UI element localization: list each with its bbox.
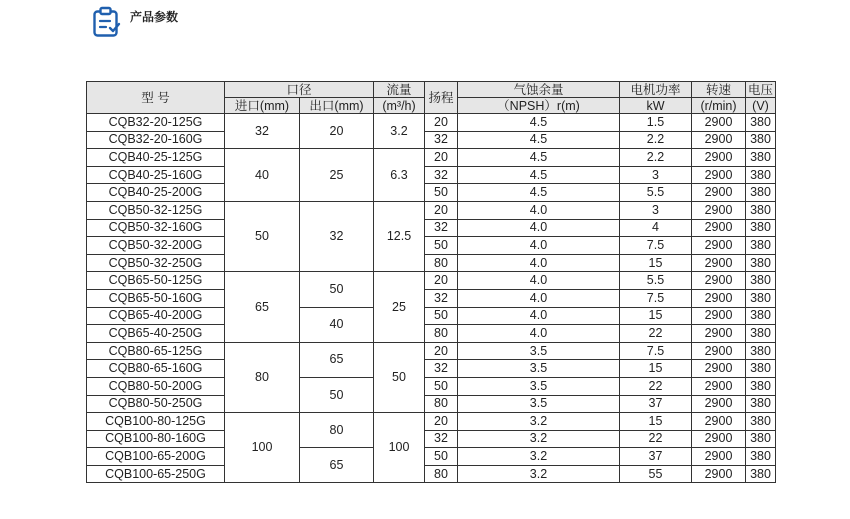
cell-model: CQB80-65-125G: [87, 342, 225, 360]
cell-npsh: 4.5: [458, 166, 620, 184]
header-head: 扬程: [425, 82, 458, 114]
header-speed-unit: (r/min): [692, 98, 746, 114]
header-caliber: 口径: [225, 82, 374, 98]
header-speed: 转速: [692, 82, 746, 98]
table-row: [87, 448, 776, 466]
table-row: [87, 166, 776, 184]
cell-voltage: 380: [746, 131, 776, 149]
cell-power: 1.5: [620, 114, 692, 132]
cell-model: CQB100-80-160G: [87, 430, 225, 448]
cell-flow: 6.3: [374, 149, 425, 202]
cell-head: 80: [425, 395, 458, 413]
cell-power: 15: [620, 360, 692, 378]
cell-head: 32: [425, 430, 458, 448]
cell-npsh: 3.2: [458, 465, 620, 483]
cell-speed: 2900: [692, 254, 746, 272]
cell-inlet: 65: [225, 272, 300, 342]
cell-head: 50: [425, 237, 458, 255]
cell-model: CQB50-32-125G: [87, 201, 225, 219]
cell-inlet: 32: [225, 114, 300, 149]
section-header: [92, 6, 178, 38]
cell-voltage: 380: [746, 448, 776, 466]
cell-speed: 2900: [692, 465, 746, 483]
cell-npsh: 3.5: [458, 395, 620, 413]
cell-power: 37: [620, 395, 692, 413]
cell-outlet: 50: [300, 272, 374, 307]
cell-head: 32: [425, 166, 458, 184]
header-voltage-unit: (V): [746, 98, 776, 114]
cell-power: 22: [620, 430, 692, 448]
cell-model: CQB80-50-200G: [87, 377, 225, 395]
cell-npsh: 4.0: [458, 219, 620, 237]
cell-head: 20: [425, 114, 458, 132]
table-row: [87, 360, 776, 378]
cell-model: CQB65-50-160G: [87, 289, 225, 307]
cell-model: CQB100-65-200G: [87, 448, 225, 466]
cell-voltage: 380: [746, 201, 776, 219]
cell-power: 3: [620, 201, 692, 219]
cell-inlet: 100: [225, 413, 300, 483]
cell-flow: 100: [374, 413, 425, 483]
cell-model: CQB65-40-250G: [87, 325, 225, 343]
table-row: [87, 377, 776, 395]
cell-npsh: 4.5: [458, 114, 620, 132]
cell-npsh: 3.2: [458, 430, 620, 448]
cell-speed: 2900: [692, 114, 746, 132]
table-row: [87, 272, 776, 290]
cell-speed: 2900: [692, 325, 746, 343]
cell-npsh: 3.2: [458, 448, 620, 466]
table-row: [87, 342, 776, 360]
table-row: [87, 254, 776, 272]
cell-power: 2.2: [620, 149, 692, 167]
cell-speed: 2900: [692, 149, 746, 167]
table-row: [87, 201, 776, 219]
header-flow-unit: (m³/h): [374, 98, 425, 114]
cell-model: CQB50-32-200G: [87, 237, 225, 255]
cell-head: 20: [425, 413, 458, 431]
cell-voltage: 380: [746, 114, 776, 132]
header-inlet: 进口(mm): [225, 98, 300, 114]
cell-model: CQB100-80-125G: [87, 413, 225, 431]
cell-head: 80: [425, 325, 458, 343]
cell-power: 37: [620, 448, 692, 466]
cell-voltage: 380: [746, 166, 776, 184]
table-row: [87, 430, 776, 448]
cell-outlet: 32: [300, 201, 374, 271]
cell-head: 32: [425, 219, 458, 237]
cell-power: 5.5: [620, 272, 692, 290]
cell-speed: 2900: [692, 166, 746, 184]
cell-voltage: 380: [746, 377, 776, 395]
cell-voltage: 380: [746, 219, 776, 237]
header-power-unit: kW: [620, 98, 692, 114]
cell-inlet: 80: [225, 342, 300, 412]
cell-head: 80: [425, 254, 458, 272]
cell-speed: 2900: [692, 272, 746, 290]
header-npsh: 气蚀余量: [458, 82, 620, 98]
cell-npsh: 4.0: [458, 289, 620, 307]
cell-outlet: 65: [300, 342, 374, 377]
cell-power: 55: [620, 465, 692, 483]
table-header-row: [87, 82, 776, 98]
cell-head: 20: [425, 149, 458, 167]
cell-voltage: 380: [746, 237, 776, 255]
cell-speed: 2900: [692, 377, 746, 395]
cell-voltage: 380: [746, 430, 776, 448]
cell-power: 15: [620, 413, 692, 431]
cell-npsh: 4.0: [458, 307, 620, 325]
clipboard-icon: [92, 6, 122, 38]
cell-npsh: 4.5: [458, 184, 620, 202]
table-row: [87, 131, 776, 149]
cell-speed: 2900: [692, 289, 746, 307]
table-row: [87, 114, 776, 132]
cell-power: 7.5: [620, 237, 692, 255]
cell-power: 5.5: [620, 184, 692, 202]
cell-model: CQB80-50-250G: [87, 395, 225, 413]
cell-head: 50: [425, 377, 458, 395]
cell-head: 50: [425, 184, 458, 202]
cell-flow: 3.2: [374, 114, 425, 149]
cell-speed: 2900: [692, 430, 746, 448]
table-row: [87, 219, 776, 237]
table-row: [87, 395, 776, 413]
cell-voltage: 380: [746, 184, 776, 202]
table-row: [87, 184, 776, 202]
cell-power: 7.5: [620, 289, 692, 307]
cell-voltage: 380: [746, 307, 776, 325]
cell-head: 32: [425, 360, 458, 378]
cell-model: CQB32-20-125G: [87, 114, 225, 132]
header-outlet: 出口(mm): [300, 98, 374, 114]
cell-speed: 2900: [692, 307, 746, 325]
cell-head: 50: [425, 448, 458, 466]
cell-model: CQB40-25-200G: [87, 184, 225, 202]
cell-speed: 2900: [692, 395, 746, 413]
cell-speed: 2900: [692, 201, 746, 219]
cell-npsh: 4.0: [458, 201, 620, 219]
cell-npsh: 3.5: [458, 342, 620, 360]
cell-model: CQB65-40-200G: [87, 307, 225, 325]
cell-model: CQB65-50-125G: [87, 272, 225, 290]
cell-speed: 2900: [692, 342, 746, 360]
cell-voltage: 380: [746, 413, 776, 431]
cell-outlet: 80: [300, 413, 374, 448]
header-model: 型 号: [87, 82, 225, 114]
cell-speed: 2900: [692, 237, 746, 255]
cell-power: 3: [620, 166, 692, 184]
table-row: [87, 289, 776, 307]
cell-npsh: 4.5: [458, 131, 620, 149]
cell-power: 15: [620, 254, 692, 272]
cell-head: 32: [425, 131, 458, 149]
cell-speed: 2900: [692, 219, 746, 237]
header-flow: 流量: [374, 82, 425, 98]
table-row: [87, 307, 776, 325]
cell-npsh: 4.5: [458, 149, 620, 167]
cell-voltage: 380: [746, 289, 776, 307]
cell-head: 50: [425, 307, 458, 325]
cell-head: 20: [425, 201, 458, 219]
cell-model: CQB50-32-160G: [87, 219, 225, 237]
cell-inlet: 40: [225, 149, 300, 202]
cell-speed: 2900: [692, 360, 746, 378]
table-row: [87, 465, 776, 483]
table-row: [87, 149, 776, 167]
cell-flow: 50: [374, 342, 425, 412]
cell-model: CQB32-20-160G: [87, 131, 225, 149]
header-power: 电机功率: [620, 82, 692, 98]
cell-model: CQB40-25-125G: [87, 149, 225, 167]
cell-power: 7.5: [620, 342, 692, 360]
cell-npsh: 4.0: [458, 272, 620, 290]
cell-npsh: 3.5: [458, 377, 620, 395]
cell-outlet: 65: [300, 448, 374, 483]
cell-inlet: 50: [225, 201, 300, 271]
cell-power: 22: [620, 325, 692, 343]
cell-voltage: 380: [746, 465, 776, 483]
cell-voltage: 380: [746, 360, 776, 378]
cell-model: CQB40-25-160G: [87, 166, 225, 184]
cell-voltage: 380: [746, 149, 776, 167]
cell-model: CQB80-65-160G: [87, 360, 225, 378]
cell-head: 32: [425, 289, 458, 307]
cell-outlet: 20: [300, 114, 374, 149]
section-title: 产品参数: [130, 9, 179, 24]
cell-outlet: 50: [300, 377, 374, 412]
cell-head: 80: [425, 465, 458, 483]
cell-power: 15: [620, 307, 692, 325]
cell-power: 22: [620, 377, 692, 395]
cell-speed: 2900: [692, 413, 746, 431]
cell-npsh: 3.5: [458, 360, 620, 378]
cell-npsh: 4.0: [458, 237, 620, 255]
cell-npsh: 4.0: [458, 254, 620, 272]
table-row: [87, 413, 776, 431]
cell-speed: 2900: [692, 448, 746, 466]
product-spec-table: [86, 81, 776, 483]
cell-outlet: 40: [300, 307, 374, 342]
cell-speed: 2900: [692, 184, 746, 202]
cell-flow: 25: [374, 272, 425, 342]
table-row: [87, 325, 776, 343]
cell-voltage: 380: [746, 272, 776, 290]
cell-power: 2.2: [620, 131, 692, 149]
cell-outlet: 25: [300, 149, 374, 202]
table-row: [87, 237, 776, 255]
cell-power: 4: [620, 219, 692, 237]
header-voltage: 电压: [746, 82, 776, 98]
cell-head: 20: [425, 272, 458, 290]
cell-voltage: 380: [746, 325, 776, 343]
cell-voltage: 380: [746, 254, 776, 272]
header-npsh-unit: （NPSH）r(m): [458, 98, 620, 114]
cell-head: 20: [425, 342, 458, 360]
cell-npsh: 3.2: [458, 413, 620, 431]
cell-voltage: 380: [746, 395, 776, 413]
cell-voltage: 380: [746, 342, 776, 360]
cell-flow: 12.5: [374, 201, 425, 271]
cell-model: CQB100-65-250G: [87, 465, 225, 483]
cell-model: CQB50-32-250G: [87, 254, 225, 272]
cell-npsh: 4.0: [458, 325, 620, 343]
cell-speed: 2900: [692, 131, 746, 149]
